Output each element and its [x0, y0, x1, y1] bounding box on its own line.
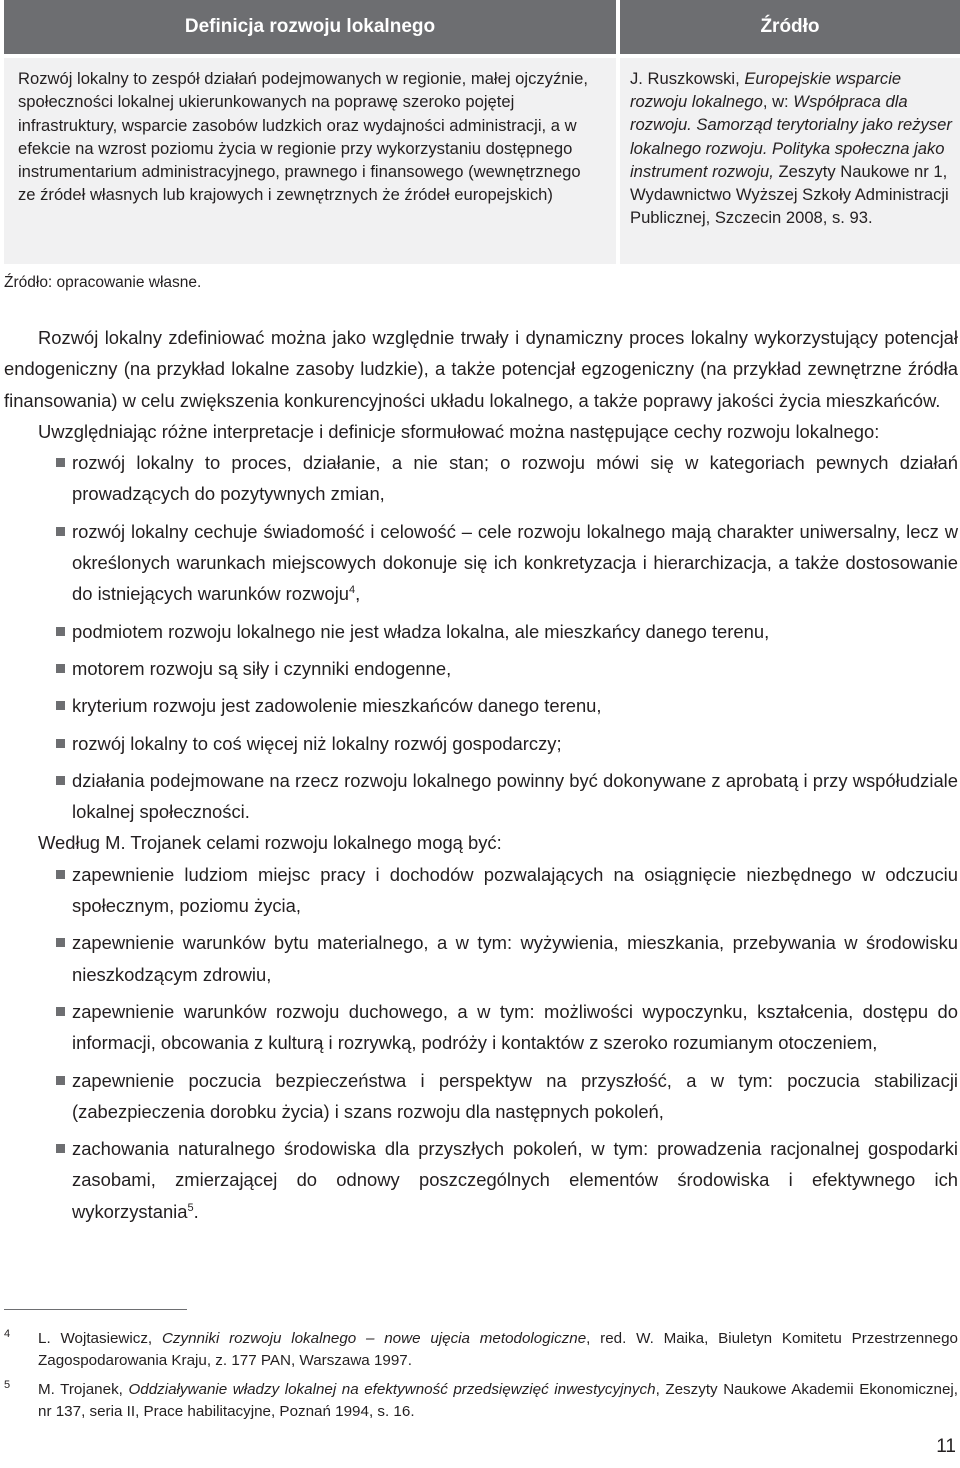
- footnote-title: Czynniki rozwoju lokalnego – nowe ujęcia metodologiczne: [161, 1330, 587, 1347]
- footnote-4: [4, 1328, 958, 1372]
- paragraph-features-intro: Uwzględniając różne interpretacje i definicje sformułować można następujące cechy rozwoju lokalnego:: [38, 420, 880, 442]
- source-title: Europejskie wsparcie rozwoju lokalnego: [630, 69, 902, 112]
- definition-table: [4, 0, 960, 264]
- list-item: [4, 1133, 958, 1227]
- table-row: [4, 58, 960, 264]
- source-author: J. Ruszkowski,: [630, 69, 745, 88]
- body-text: [4, 322, 958, 1227]
- footnote-title: Oddziaływanie władzy lokalnej na efektywność przedsięwzięć inwestycyjnych: [128, 1381, 656, 1398]
- list-item: podmiotem rozwoju lokalnego nie jest władza lokalna, ale mieszkańcy danego terenu,: [4, 616, 958, 647]
- list-item-text: zachowania naturalnego środowiska dla przyszłych pokoleń, w tym: prowadzenia racjonalnej gospodarki zasobami, zmierzającej do odnowy poszczególnych elementów środowiska i efektywnego ich wykorzystania: [72, 1138, 958, 1222]
- list-item: zapewnienie warunków rozwoju duchowego, a w tym: możliwości wypoczynku, kształcenia, dostępu do informacji, obcowania z kulturą i rozrywką, podróży i kontaktów z szeroko rozumianym otoczeniem,: [4, 996, 958, 1059]
- paragraph-definition: Rozwój lokalny zdefiniować można jako względnie trwały i dynamiczny proces lokalny wykorzystujący potencjał endogeniczny (na przykład lokalne zasoby ludzkie), a także potencjał egzogeniczny (na przykład zewnętrzne źródła finansowania) w celu zwiększenia konkurencyjności układu lokalnego, a także poprawy jakości życia mieszkańców.: [4, 327, 958, 411]
- footnote-5: [4, 1379, 958, 1423]
- table-caption: Źródło: opracowanie własne.: [4, 274, 202, 291]
- list-item: [4, 516, 958, 610]
- footnote-author: L. Wojtasiewicz,: [38, 1330, 162, 1347]
- footnote-divider: [4, 1309, 187, 1310]
- goals-list: [4, 859, 958, 1227]
- list-item: rozwój lokalny to proces, działanie, a nie stan; o rozwoju mówi się w kategoriach pewnych działań prowadzących do pozytywnych zmian,: [4, 447, 958, 510]
- header-source: Źródło: [620, 0, 960, 54]
- table-header-row: [4, 0, 960, 54]
- list-item: motorem rozwoju są siły i czynniki endogenne,: [4, 653, 958, 684]
- footnote-rest: , red. W. Maika, Biuletyn Komitetu Przestrzennego Zagospodarowania Kraju, z. 177 PAN, Warszawa 1997.: [38, 1330, 958, 1369]
- list-item-tail: .: [193, 1200, 199, 1222]
- page-number: 11: [936, 1436, 956, 1457]
- header-definition: Definicja rozwoju lokalnego: [4, 0, 616, 54]
- source-collection: Współpraca dla rozwoju. Samorząd terytorialny jako reżyser lokalnego rozwoju. Polityka społeczna jako instrument rozwoju,: [630, 92, 952, 181]
- definition-cell: Rozwój lokalny to zespół działań podejmowanych w regionie, małej ojczyźnie, społeczności lokalnej ukierunkowanych na poprawę szeroko pojętej infrastruktury, wsparcie zasobów ludzkich oraz wydajności administracji, a w efekcie na wzrost poziomu życia w regionie przy wykorzystaniu dostępnego instrumentarium administracyjnego, prawnego i finansowego (wewnętrznego ze źródeł własnych lub krajowych i zewnętrznych że źródeł europejskich): [4, 58, 616, 264]
- footnote-author: M. Trojanek,: [38, 1381, 129, 1398]
- list-item: działania podejmowane na rzecz rozwoju lokalnego powinny być dokonywane z aprobatą i przy współudziale lokalnej społeczności.: [4, 765, 958, 828]
- list-item: kryterium rozwoju jest zadowolenie mieszkańców danego terenu,: [4, 690, 958, 721]
- list-item-text: rozwój lokalny cechuje świadomość i celowość – cele rozwoju lokalnego mają charakter uniwersalny, lecz w określonych warunkach miejscowych dokonuje się ich konkretyzacja i hierarchizacja, a także dostosowanie do istniejących warunków rozwoju: [72, 520, 958, 605]
- list-item: rozwój lokalny to coś więcej niż lokalny rozwój gospodarczy;: [4, 728, 958, 759]
- list-item: zapewnienie ludziom miejsc pracy i dochodów pozwalających na osiągnięcie niezbędnego w odczuciu społecznym, poziomu życia,: [4, 859, 958, 922]
- source-rest: Zeszyty Naukowe nr 1, Wydawnictwo Wyższej Szkoły Administracji Publicznej, Szczecin 2008, s. 93.: [630, 161, 949, 228]
- source-in: , w:: [762, 92, 794, 112]
- footnote-rest: , Zeszyty Naukowe Akademii Ekonomicznej, nr 137, seria II, Prace habilitacyjne, Poznań 1994, s. 16.: [38, 1381, 958, 1420]
- list-item: zapewnienie poczucia bezpieczeństwa i perspektyw na przyszłość, a w tym: poczucia stabilizacji (zabezpieczenia dorobku życia) i szans rozwoju dla następnych pokoleń,: [4, 1065, 958, 1128]
- paragraph-goals-intro: Według M. Trojanek celami rozwoju lokalnego mogą być:: [38, 832, 502, 854]
- footnote-number: 5: [4, 1379, 11, 1391]
- list-item: zapewnienie warunków bytu materialnego, a w tym: wyżywienia, mieszkania, przebywania w środowisku nieszkodzącym zdrowiu,: [4, 927, 958, 990]
- footnote-ref[interactable]: 5: [187, 1201, 194, 1214]
- features-list: [4, 447, 958, 827]
- list-item-tail: ,: [355, 583, 361, 605]
- footnotes: [4, 1328, 958, 1430]
- footnote-number: 4: [4, 1328, 11, 1340]
- source-cell: [620, 58, 960, 264]
- footnote-ref[interactable]: 4: [349, 584, 356, 597]
